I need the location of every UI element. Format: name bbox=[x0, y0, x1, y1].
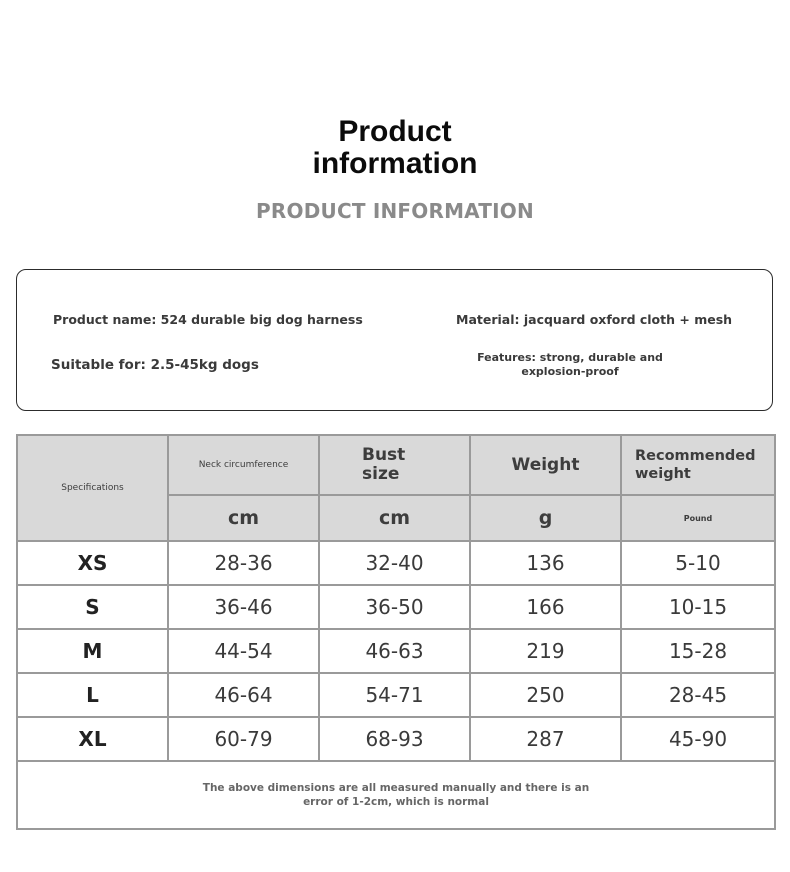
product-name: Product name: 524 durable big dog harness bbox=[53, 312, 363, 327]
header-recommended-weight bbox=[621, 435, 775, 495]
table-row bbox=[17, 673, 775, 717]
measurement-note-text: The above dimensions are all measured manually and there is an error of 1-2cm, which is normal bbox=[202, 782, 590, 808]
product-features-line1: Features: strong, durable and bbox=[477, 351, 663, 364]
header-bust-size bbox=[319, 435, 470, 495]
product-features bbox=[457, 351, 683, 379]
size-label: L bbox=[17, 673, 168, 717]
weight-value: 166 bbox=[470, 585, 621, 629]
unit-recommended: Pound bbox=[621, 495, 775, 541]
unit-neck: cm bbox=[168, 495, 319, 541]
neck-value: 36-46 bbox=[168, 585, 319, 629]
size-label: XL bbox=[17, 717, 168, 761]
neck-value: 28-36 bbox=[168, 541, 319, 585]
header-specifications: Specifications bbox=[17, 435, 168, 541]
page-title bbox=[245, 116, 545, 180]
unit-weight: g bbox=[470, 495, 621, 541]
recommended-weight-value: 5-10 bbox=[621, 541, 775, 585]
bust-value: 36-50 bbox=[319, 585, 470, 629]
page-title-line2: information bbox=[312, 147, 478, 180]
header-rec-line2: weight bbox=[635, 466, 691, 482]
size-label: M bbox=[17, 629, 168, 673]
weight-value: 219 bbox=[470, 629, 621, 673]
measurement-note bbox=[17, 761, 775, 829]
page-subtitle: PRODUCT INFORMATION bbox=[256, 199, 534, 223]
recommended-weight-value: 10-15 bbox=[621, 585, 775, 629]
recommended-weight-value: 15-28 bbox=[621, 629, 775, 673]
page-title-line1: Product bbox=[338, 115, 452, 148]
size-table bbox=[16, 434, 776, 830]
header-bust-line2: size bbox=[362, 464, 400, 484]
header-rec-line1: Recommended bbox=[635, 448, 756, 464]
header-neck-circumference: Neck circumference bbox=[168, 435, 319, 495]
unit-bust: cm bbox=[319, 495, 470, 541]
table-row bbox=[17, 541, 775, 585]
recommended-weight-value: 28-45 bbox=[621, 673, 775, 717]
table-row bbox=[17, 585, 775, 629]
size-label: XS bbox=[17, 541, 168, 585]
product-features-line2: explosion-proof bbox=[521, 365, 619, 378]
weight-value: 250 bbox=[470, 673, 621, 717]
neck-value: 46-64 bbox=[168, 673, 319, 717]
weight-value: 136 bbox=[470, 541, 621, 585]
neck-value: 60-79 bbox=[168, 717, 319, 761]
product-material: Material: jacquard oxford cloth + mesh bbox=[456, 312, 733, 327]
bust-value: 68-93 bbox=[319, 717, 470, 761]
table-row bbox=[17, 717, 775, 761]
table-row bbox=[17, 629, 775, 673]
product-info-box bbox=[16, 269, 773, 411]
bust-value: 46-63 bbox=[319, 629, 470, 673]
weight-value: 287 bbox=[470, 717, 621, 761]
size-label: S bbox=[17, 585, 168, 629]
neck-value: 44-54 bbox=[168, 629, 319, 673]
bust-value: 54-71 bbox=[319, 673, 470, 717]
bust-value: 32-40 bbox=[319, 541, 470, 585]
header-weight: Weight bbox=[470, 435, 621, 495]
product-suitable-for: Suitable for: 2.5-45kg dogs bbox=[51, 357, 259, 373]
recommended-weight-value: 45-90 bbox=[621, 717, 775, 761]
header-bust-line1: Bust bbox=[362, 445, 406, 465]
